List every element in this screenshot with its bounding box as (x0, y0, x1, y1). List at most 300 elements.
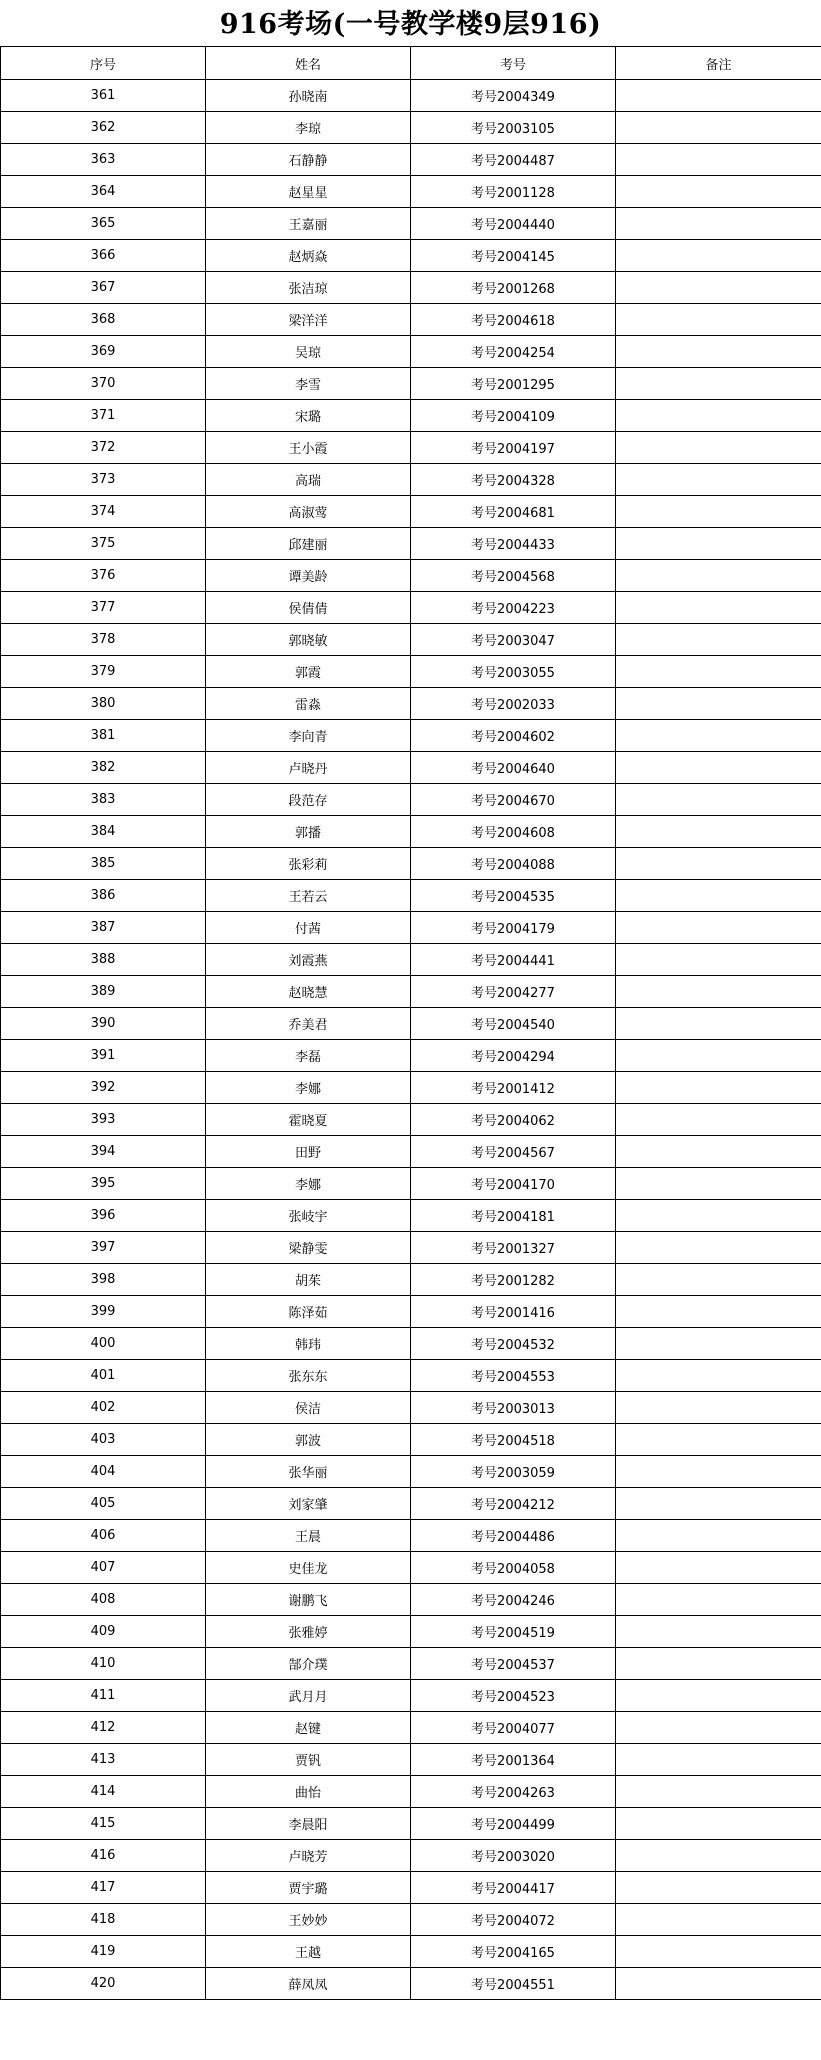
cell-seq: 413 (1, 1744, 206, 1776)
cell-exam-id: 考号2004608 (411, 816, 616, 848)
cell-seq: 393 (1, 1104, 206, 1136)
table-row (1, 1904, 821, 1936)
cell-name: 李雪 (206, 368, 411, 400)
cell-note (616, 80, 821, 112)
cell-note (616, 1616, 821, 1648)
cell-seq: 397 (1, 1232, 206, 1264)
cell-exam-id: 考号2001327 (411, 1232, 616, 1264)
cell-seq: 419 (1, 1936, 206, 1968)
table-row (1, 1680, 821, 1712)
cell-exam-id: 考号2004540 (411, 1008, 616, 1040)
table-row (1, 1616, 821, 1648)
table-row (1, 656, 821, 688)
cell-name: 谭美龄 (206, 560, 411, 592)
cell-name: 李娜 (206, 1072, 411, 1104)
cell-note (616, 1168, 821, 1200)
cell-seq: 376 (1, 560, 206, 592)
table-row (1, 816, 821, 848)
roster-body (1, 80, 821, 2000)
cell-exam-id: 考号2004223 (411, 592, 616, 624)
cell-note (616, 528, 821, 560)
cell-seq: 389 (1, 976, 206, 1008)
cell-exam-id: 考号2004518 (411, 1424, 616, 1456)
cell-seq: 402 (1, 1392, 206, 1424)
cell-exam-id: 考号2001364 (411, 1744, 616, 1776)
cell-name: 赵炳焱 (206, 240, 411, 272)
cell-note (616, 368, 821, 400)
table-row (1, 1648, 821, 1680)
cell-name: 高瑞 (206, 464, 411, 496)
table-row (1, 1808, 821, 1840)
cell-name: 赵星星 (206, 176, 411, 208)
table-row (1, 1136, 821, 1168)
cell-exam-id: 考号2004670 (411, 784, 616, 816)
cell-seq: 364 (1, 176, 206, 208)
cell-name: 张雅婷 (206, 1616, 411, 1648)
cell-exam-id: 考号2003055 (411, 656, 616, 688)
cell-name: 吴琼 (206, 336, 411, 368)
cell-exam-id: 考号2004499 (411, 1808, 616, 1840)
cell-name: 石静静 (206, 144, 411, 176)
cell-name: 卢晓芳 (206, 1840, 411, 1872)
cell-note (616, 1776, 821, 1808)
cell-note (616, 880, 821, 912)
cell-name: 雷淼 (206, 688, 411, 720)
cell-exam-id: 考号2004537 (411, 1648, 616, 1680)
page-title: 916考场(一号教学楼9层916) (219, 9, 602, 40)
cell-name: 王晨 (206, 1520, 411, 1552)
cell-note (616, 496, 821, 528)
cell-name: 李磊 (206, 1040, 411, 1072)
cell-note (616, 1584, 821, 1616)
cell-exam-id: 考号2003105 (411, 112, 616, 144)
cell-seq: 374 (1, 496, 206, 528)
cell-name: 张彩莉 (206, 848, 411, 880)
cell-note (616, 912, 821, 944)
cell-note (616, 1712, 821, 1744)
cell-seq: 369 (1, 336, 206, 368)
cell-note (616, 1104, 821, 1136)
table-row (1, 1936, 821, 1968)
cell-name: 孙晓南 (206, 80, 411, 112)
cell-name: 邱建丽 (206, 528, 411, 560)
cell-note (616, 1808, 821, 1840)
table-row (1, 1232, 821, 1264)
cell-name: 梁洋洋 (206, 304, 411, 336)
table-row (1, 912, 821, 944)
cell-seq: 379 (1, 656, 206, 688)
cell-exam-id: 考号2004254 (411, 336, 616, 368)
cell-exam-id: 考号2004681 (411, 496, 616, 528)
cell-note (616, 1232, 821, 1264)
cell-note (616, 784, 821, 816)
cell-name: 卢晓丹 (206, 752, 411, 784)
cell-seq: 400 (1, 1328, 206, 1360)
cell-exam-id: 考号2004109 (411, 400, 616, 432)
cell-name: 李娜 (206, 1168, 411, 1200)
table-row (1, 368, 821, 400)
cell-exam-id: 考号2004212 (411, 1488, 616, 1520)
cell-seq: 405 (1, 1488, 206, 1520)
cell-exam-id: 考号2002033 (411, 688, 616, 720)
header-note: 备注 (616, 47, 821, 80)
cell-exam-id: 考号2004519 (411, 1616, 616, 1648)
cell-seq: 387 (1, 912, 206, 944)
cell-name: 谢鹏飞 (206, 1584, 411, 1616)
cell-note (616, 144, 821, 176)
table-row (1, 496, 821, 528)
cell-seq: 367 (1, 272, 206, 304)
cell-exam-id: 考号2004567 (411, 1136, 616, 1168)
cell-seq: 385 (1, 848, 206, 880)
cell-seq: 384 (1, 816, 206, 848)
cell-seq: 388 (1, 944, 206, 976)
header-row (1, 47, 821, 80)
cell-name: 刘家肇 (206, 1488, 411, 1520)
cell-note (616, 752, 821, 784)
table-row (1, 1968, 821, 2000)
cell-name: 侯倩倩 (206, 592, 411, 624)
table-row (1, 1552, 821, 1584)
cell-seq: 391 (1, 1040, 206, 1072)
cell-note (616, 816, 821, 848)
cell-seq: 370 (1, 368, 206, 400)
cell-name: 胡茱 (206, 1264, 411, 1296)
table-row (1, 144, 821, 176)
cell-note (616, 848, 821, 880)
cell-note (616, 1424, 821, 1456)
cell-seq: 398 (1, 1264, 206, 1296)
cell-seq: 418 (1, 1904, 206, 1936)
table-row (1, 1296, 821, 1328)
cell-name: 李晨阳 (206, 1808, 411, 1840)
table-row (1, 784, 821, 816)
table-row (1, 976, 821, 1008)
cell-note (616, 1744, 821, 1776)
cell-seq: 408 (1, 1584, 206, 1616)
cell-exam-id: 考号2003059 (411, 1456, 616, 1488)
cell-seq: 399 (1, 1296, 206, 1328)
cell-name: 韩玮 (206, 1328, 411, 1360)
cell-exam-id: 考号2004486 (411, 1520, 616, 1552)
cell-seq: 363 (1, 144, 206, 176)
cell-exam-id: 考号2001282 (411, 1264, 616, 1296)
cell-note (616, 688, 821, 720)
cell-exam-id: 考号2004294 (411, 1040, 616, 1072)
table-row (1, 272, 821, 304)
cell-seq: 417 (1, 1872, 206, 1904)
cell-seq: 380 (1, 688, 206, 720)
cell-seq: 378 (1, 624, 206, 656)
cell-name: 郭晓敏 (206, 624, 411, 656)
cell-note (616, 1456, 821, 1488)
cell-name: 郭播 (206, 816, 411, 848)
cell-note (616, 656, 821, 688)
cell-note (616, 1328, 821, 1360)
cell-exam-id: 考号2004328 (411, 464, 616, 496)
cell-name: 贾钒 (206, 1744, 411, 1776)
cell-name: 王越 (206, 1936, 411, 1968)
cell-name: 段范存 (206, 784, 411, 816)
table-row (1, 1392, 821, 1424)
cell-note (616, 1968, 821, 2000)
cell-name: 霍晓夏 (206, 1104, 411, 1136)
cell-note (616, 1008, 821, 1040)
cell-exam-id: 考号2004568 (411, 560, 616, 592)
table-row (1, 1360, 821, 1392)
cell-note (616, 112, 821, 144)
cell-note (616, 240, 821, 272)
cell-note (616, 1392, 821, 1424)
cell-note (616, 208, 821, 240)
cell-seq: 406 (1, 1520, 206, 1552)
cell-name: 宋璐 (206, 400, 411, 432)
table-row (1, 592, 821, 624)
cell-seq: 403 (1, 1424, 206, 1456)
cell-seq: 390 (1, 1008, 206, 1040)
cell-note (616, 1264, 821, 1296)
cell-exam-id: 考号2004640 (411, 752, 616, 784)
cell-exam-id: 考号2004433 (411, 528, 616, 560)
cell-seq: 381 (1, 720, 206, 752)
cell-exam-id: 考号2004417 (411, 1872, 616, 1904)
cell-note (616, 560, 821, 592)
cell-note (616, 1872, 821, 1904)
cell-seq: 361 (1, 80, 206, 112)
cell-note (616, 1552, 821, 1584)
cell-exam-id: 考号2001416 (411, 1296, 616, 1328)
cell-exam-id: 考号2004618 (411, 304, 616, 336)
cell-exam-id: 考号2004349 (411, 80, 616, 112)
cell-exam-id: 考号2004487 (411, 144, 616, 176)
cell-note (616, 400, 821, 432)
table-row (1, 304, 821, 336)
cell-exam-id: 考号2003047 (411, 624, 616, 656)
table-row (1, 1328, 821, 1360)
cell-exam-id: 考号2001412 (411, 1072, 616, 1104)
cell-exam-id: 考号2004441 (411, 944, 616, 976)
cell-seq: 410 (1, 1648, 206, 1680)
cell-note (616, 1040, 821, 1072)
table-row (1, 464, 821, 496)
cell-name: 王若云 (206, 880, 411, 912)
cell-note (616, 272, 821, 304)
table-row (1, 208, 821, 240)
cell-seq: 414 (1, 1776, 206, 1808)
table-row (1, 752, 821, 784)
cell-note (616, 1136, 821, 1168)
cell-exam-id: 考号2004551 (411, 1968, 616, 2000)
table-row (1, 80, 821, 112)
cell-exam-id: 考号2004602 (411, 720, 616, 752)
table-row (1, 1776, 821, 1808)
cell-note (616, 1680, 821, 1712)
cell-exam-id: 考号2003020 (411, 1840, 616, 1872)
cell-exam-id: 考号2004145 (411, 240, 616, 272)
cell-exam-id: 考号2004072 (411, 1904, 616, 1936)
table-row (1, 432, 821, 464)
cell-name: 郭波 (206, 1424, 411, 1456)
cell-note (616, 1840, 821, 1872)
cell-name: 史佳龙 (206, 1552, 411, 1584)
header-name: 姓名 (206, 47, 411, 80)
cell-name: 李向青 (206, 720, 411, 752)
table-row (1, 560, 821, 592)
cell-note (616, 1520, 821, 1552)
cell-seq: 396 (1, 1200, 206, 1232)
cell-exam-id: 考号2004088 (411, 848, 616, 880)
cell-exam-id: 考号2004532 (411, 1328, 616, 1360)
cell-name: 赵键 (206, 1712, 411, 1744)
table-row (1, 528, 821, 560)
cell-seq: 375 (1, 528, 206, 560)
cell-name: 曲怡 (206, 1776, 411, 1808)
cell-exam-id: 考号2004277 (411, 976, 616, 1008)
cell-name: 刘霞燕 (206, 944, 411, 976)
cell-exam-id: 考号2004170 (411, 1168, 616, 1200)
cell-seq: 401 (1, 1360, 206, 1392)
cell-note (616, 1360, 821, 1392)
table-row (1, 112, 821, 144)
cell-name: 高淑莺 (206, 496, 411, 528)
cell-seq: 404 (1, 1456, 206, 1488)
cell-name: 王嘉丽 (206, 208, 411, 240)
table-row (1, 880, 821, 912)
cell-seq: 420 (1, 1968, 206, 2000)
table-row (1, 336, 821, 368)
cell-seq: 383 (1, 784, 206, 816)
cell-name: 赵晓慧 (206, 976, 411, 1008)
cell-name: 张华丽 (206, 1456, 411, 1488)
cell-name: 田野 (206, 1136, 411, 1168)
roster-table (0, 46, 821, 2000)
cell-exam-id: 考号2004246 (411, 1584, 616, 1616)
cell-exam-id: 考号2004165 (411, 1936, 616, 1968)
cell-name: 王小霞 (206, 432, 411, 464)
table-row (1, 176, 821, 208)
cell-name: 李琼 (206, 112, 411, 144)
cell-seq: 416 (1, 1840, 206, 1872)
cell-note (616, 1904, 821, 1936)
table-row (1, 1072, 821, 1104)
cell-note (616, 1072, 821, 1104)
table-row (1, 1744, 821, 1776)
cell-name: 张东东 (206, 1360, 411, 1392)
table-row (1, 1424, 821, 1456)
table-row (1, 1872, 821, 1904)
cell-seq: 365 (1, 208, 206, 240)
table-row (1, 1584, 821, 1616)
cell-note (616, 720, 821, 752)
cell-note (616, 464, 821, 496)
cell-exam-id: 考号2001268 (411, 272, 616, 304)
cell-exam-id: 考号2004440 (411, 208, 616, 240)
table-row (1, 848, 821, 880)
cell-exam-id: 考号2004553 (411, 1360, 616, 1392)
cell-note (616, 336, 821, 368)
cell-name: 侯洁 (206, 1392, 411, 1424)
cell-exam-id: 考号2001295 (411, 368, 616, 400)
table-row (1, 1456, 821, 1488)
cell-name: 张洁琼 (206, 272, 411, 304)
cell-note (616, 1200, 821, 1232)
cell-seq: 373 (1, 464, 206, 496)
cell-note (616, 1936, 821, 1968)
cell-note (616, 1648, 821, 1680)
cell-exam-id: 考号2004077 (411, 1712, 616, 1744)
header-seq: 序号 (1, 47, 206, 80)
cell-exam-id: 考号2001128 (411, 176, 616, 208)
cell-note (616, 624, 821, 656)
cell-name: 郭霞 (206, 656, 411, 688)
cell-seq: 377 (1, 592, 206, 624)
cell-note (616, 1488, 821, 1520)
table-row (1, 1520, 821, 1552)
cell-note (616, 304, 821, 336)
table-row (1, 944, 821, 976)
table-row (1, 1712, 821, 1744)
cell-exam-id: 考号2004535 (411, 880, 616, 912)
cell-seq: 382 (1, 752, 206, 784)
table-row (1, 720, 821, 752)
cell-seq: 411 (1, 1680, 206, 1712)
cell-note (616, 176, 821, 208)
cell-name: 陈泽茹 (206, 1296, 411, 1328)
table-row (1, 624, 821, 656)
cell-name: 薛凤凤 (206, 1968, 411, 2000)
cell-seq: 394 (1, 1136, 206, 1168)
cell-exam-id: 考号2004179 (411, 912, 616, 944)
cell-name: 武月月 (206, 1680, 411, 1712)
cell-seq: 362 (1, 112, 206, 144)
cell-name: 乔美君 (206, 1008, 411, 1040)
cell-note (616, 1296, 821, 1328)
cell-name: 付茜 (206, 912, 411, 944)
table-row (1, 400, 821, 432)
cell-name: 梁静雯 (206, 1232, 411, 1264)
table-row (1, 1840, 821, 1872)
cell-seq: 412 (1, 1712, 206, 1744)
table-row (1, 1040, 821, 1072)
cell-name: 张岐宇 (206, 1200, 411, 1232)
header-exam-id: 考号 (411, 47, 616, 80)
cell-note (616, 944, 821, 976)
table-row (1, 1488, 821, 1520)
cell-exam-id: 考号2004181 (411, 1200, 616, 1232)
table-row (1, 1104, 821, 1136)
cell-seq: 371 (1, 400, 206, 432)
table-row (1, 1008, 821, 1040)
cell-note (616, 432, 821, 464)
cell-seq: 409 (1, 1616, 206, 1648)
cell-seq: 395 (1, 1168, 206, 1200)
cell-seq: 415 (1, 1808, 206, 1840)
cell-name: 郜介璞 (206, 1648, 411, 1680)
table-row (1, 1200, 821, 1232)
cell-exam-id: 考号2004197 (411, 432, 616, 464)
cell-note (616, 976, 821, 1008)
cell-note (616, 592, 821, 624)
cell-seq: 372 (1, 432, 206, 464)
cell-exam-id: 考号2004062 (411, 1104, 616, 1136)
cell-exam-id: 考号2004263 (411, 1776, 616, 1808)
table-row (1, 240, 821, 272)
table-row (1, 1264, 821, 1296)
cell-seq: 392 (1, 1072, 206, 1104)
cell-exam-id: 考号2004058 (411, 1552, 616, 1584)
cell-exam-id: 考号2003013 (411, 1392, 616, 1424)
cell-seq: 366 (1, 240, 206, 272)
